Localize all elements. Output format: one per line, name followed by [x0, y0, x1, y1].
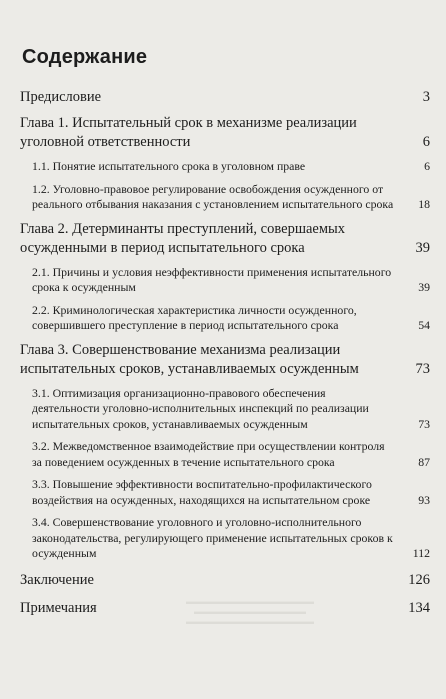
toc-entry-page: 39 — [418, 280, 430, 294]
toc-entry-section-2-2 — [20, 303, 430, 334]
toc-entry-page: 18 — [418, 197, 430, 211]
toc-entry-page: 6 — [422, 134, 430, 150]
faint-imprint-watermark: ▬▬▬▬▬▬▬▬▬▬▬▬▬▬▬▬ ▬▬▬▬▬▬▬▬▬▬▬▬▬▬ ▬▬▬▬▬▬▬▬▬▬▬▬▬▬▬▬ — [186, 597, 314, 626]
toc-entry-title: 3.2. Межведомственное взаимодействие при осуществлении контроля за поведением осужденных в течение испытательного срока — [32, 439, 385, 469]
toc-entry-page: 6 — [424, 159, 430, 173]
toc-entry-section-3-4 — [20, 515, 430, 562]
toc-entry-title: Примечания — [20, 599, 97, 616]
toc-entry-title: 3.1. Оптимизация организационно-правового обеспечения деятельности уголовно-исполнительных инспекций по реализации испытательных сроков, устанавливаемых осужденным — [32, 385, 369, 431]
toc-entry-section-3-1 — [20, 386, 430, 433]
toc-entry-title: Предисловие — [20, 89, 102, 105]
toc-entry-title: 3.4. Совершенствование уголовного и уголовно-исполнительного законодательства, регулирующего применение испытательных сроков к осужденным — [32, 515, 393, 560]
toc-entry-section-3-2 — [20, 439, 430, 470]
toc-entry-section-2-1 — [20, 265, 430, 296]
table-of-contents — [20, 88, 430, 618]
toc-entry-title: 2.1. Причины и условия неэффективности применения испытательного срока к осужденным — [32, 264, 392, 294]
toc-entry-chapter-1 — [20, 114, 430, 152]
toc-entry-section-1-1 — [20, 159, 430, 175]
toc-entry-chapter-3 — [20, 341, 430, 379]
toc-entry-chapter-2 — [20, 220, 430, 258]
toc-entry-page: 73 — [418, 416, 430, 431]
toc-entry-page: 126 — [408, 571, 430, 588]
toc-entry-conclusion — [20, 571, 430, 590]
toc-entry-title: Глава 3. Совершенствование механизма реализации испытательных сроков, устанавливаемых осужденным — [20, 341, 359, 377]
toc-entry-title: 1.1. Понятие испытательного срока в уголовном праве — [32, 159, 306, 173]
toc-entry-page: 3 — [422, 89, 430, 105]
toc-entry-page: 134 — [408, 599, 430, 616]
toc-entry-page: 112 — [412, 546, 430, 560]
toc-entry-title: 2.2. Криминологическая характеристика личности осужденного, совершившего преступление в период испытательного срока — [32, 302, 357, 332]
toc-entry-title: 3.3. Повышение эффективности воспитательно-профилактического воздействия на осужденных, находящихся на испытательном сроке — [32, 477, 372, 507]
toc-entry-preface — [20, 88, 430, 107]
toc-entry-section-3-3 — [20, 477, 430, 508]
toc-entry-page: 87 — [418, 454, 430, 469]
toc-entry-title: Глава 1. Испытательный срок в механизме реализации уголовной ответственности — [20, 115, 357, 150]
page-title: Содержание — [22, 46, 148, 68]
toc-entry-page: 73 — [415, 360, 430, 377]
toc-entry-page: 93 — [418, 492, 430, 507]
toc-entry-page: 54 — [418, 318, 430, 332]
toc-entry-title: Заключение — [20, 571, 94, 588]
toc-entry-page: 39 — [415, 239, 430, 256]
toc-entry-title: Глава 2. Детерминанты преступлений, совершаемых осужденными в период испытательного срока — [20, 220, 346, 256]
toc-entry-section-1-2 — [20, 182, 430, 213]
toc-entry-title: 1.2. Уголовно-правовое регулирование освобождения осужденного от реального отбывания наказания с установлением испытательного срока — [32, 181, 394, 211]
